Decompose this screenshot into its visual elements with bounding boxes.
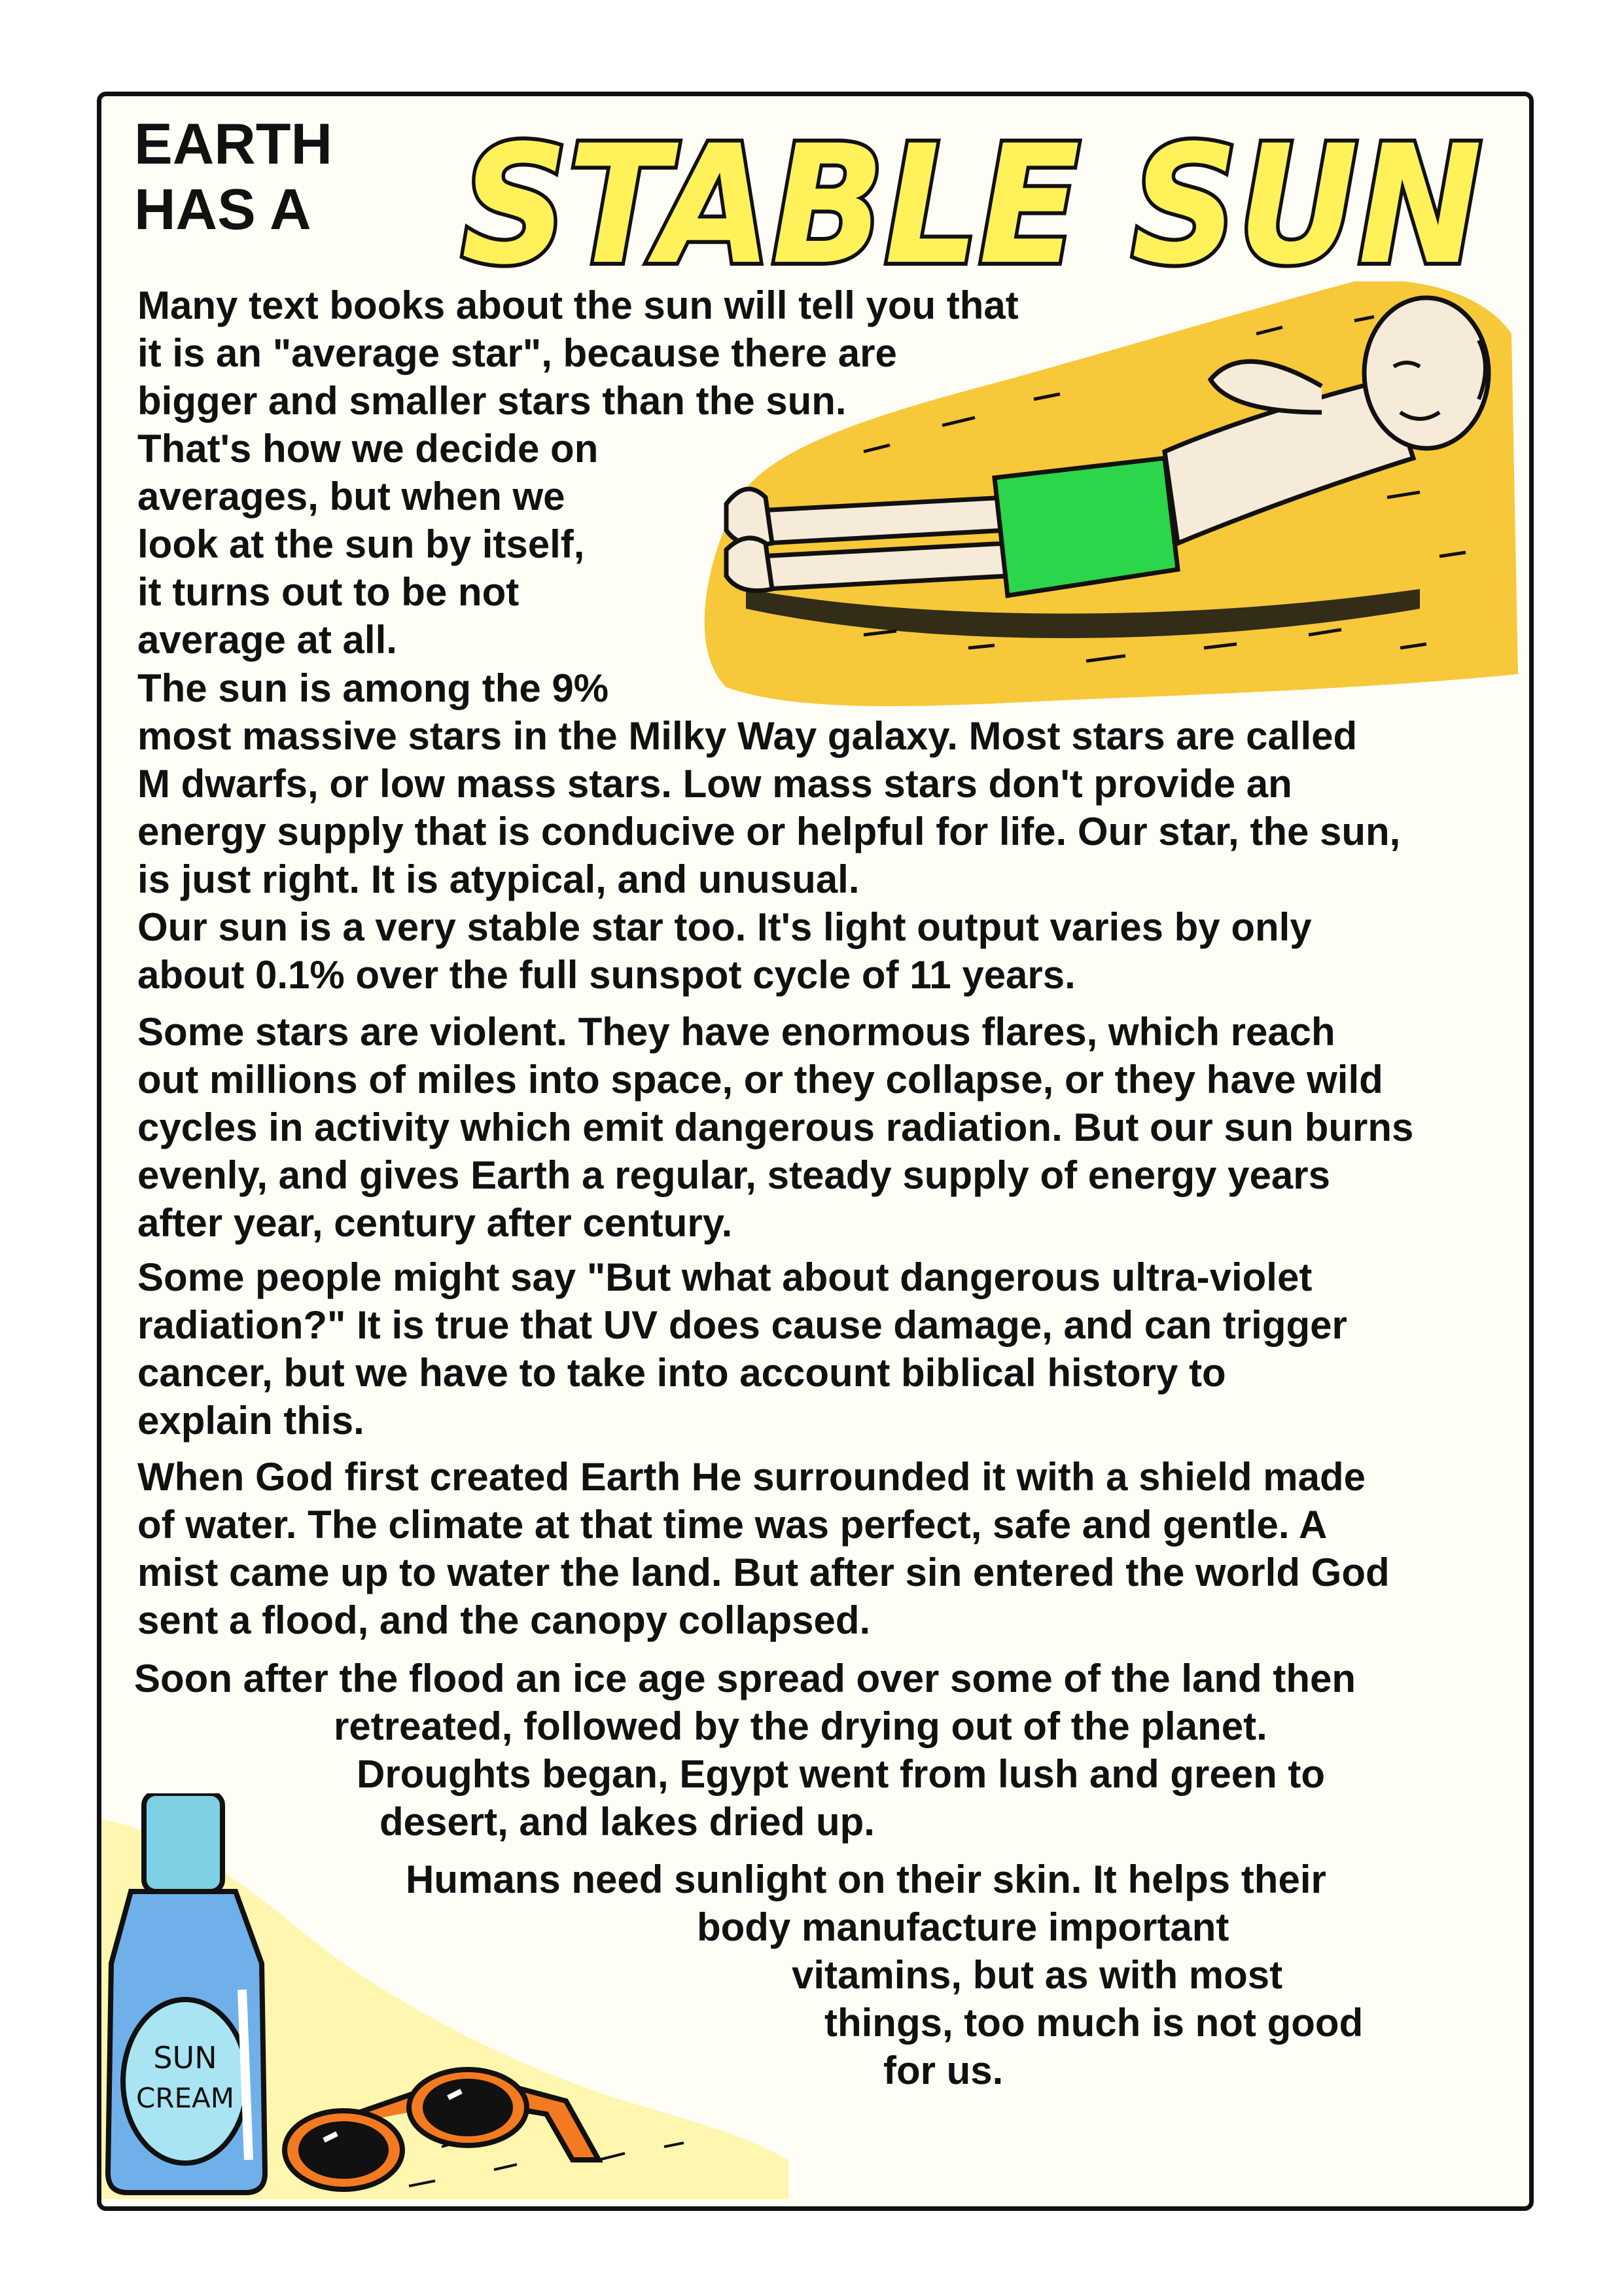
text-line: Many text books about the sun will tell you that xyxy=(137,283,1019,327)
text-line: Our sun is a very stable star too. It's light output varies by only xyxy=(137,905,1312,949)
text-line: evenly, and gives Earth a regular, steady supply of energy years xyxy=(137,1153,1330,1197)
text-line: is just right. It is atypical, and unusual. xyxy=(137,857,860,901)
title-stable-sun: STABLE SUN xyxy=(461,110,1482,300)
text-line: The sun is among the 9% xyxy=(137,666,609,710)
text-line: retreated, followed by the drying out of the planet. xyxy=(334,1704,1267,1748)
text-line: averages, but when we xyxy=(137,475,565,518)
text-line: mist came up to water the land. But after sin entered the world God xyxy=(137,1551,1390,1594)
paragraph-1 xyxy=(137,281,1019,664)
text-line: things, too much is not good xyxy=(824,2001,1364,2045)
text-line: body manufacture important xyxy=(697,1905,1229,1949)
text-line: Soon after the flood an ice age spread over some of the land then xyxy=(134,1657,1356,1700)
text-line: That's how we decide on xyxy=(137,427,599,471)
paragraph-5 xyxy=(137,1453,1390,1644)
text-line: energy supply that is conducive or helpful for life. Our star, the sun, xyxy=(137,810,1401,853)
text-line: Droughts began, Egypt went from lush and green to xyxy=(357,1752,1326,1796)
text-line: vitamins, but as with most xyxy=(792,1953,1283,1997)
text-line: of water. The climate at that time was perfect, safe and gentle. A xyxy=(137,1503,1328,1547)
paragraph-6 xyxy=(134,1655,1356,1846)
text-line: for us. xyxy=(883,2049,1004,2092)
text-line: out millions of miles into space, or they collapse, or they have wild xyxy=(137,1058,1383,1102)
paragraph-7 xyxy=(406,1856,1363,2094)
paragraph-2 xyxy=(137,664,1400,999)
text-line: after year, century after century. xyxy=(137,1201,733,1245)
text-line: cycles in activity which emit dangerous radiation. But our sun burns xyxy=(137,1105,1414,1149)
green-shorts xyxy=(995,458,1178,596)
text-line: Some people might say "But what about dangerous ultra-violet xyxy=(137,1255,1313,1299)
text-line: average at all. xyxy=(137,618,397,662)
stable-sun-title-art xyxy=(419,95,1525,304)
heading-line-2: HAS A xyxy=(134,177,311,242)
text-line: it is an "average star", because there are xyxy=(137,331,897,375)
heading-line-1: EARTH xyxy=(134,111,333,176)
paragraph-4 xyxy=(137,1253,1347,1444)
text-line: When God first created Earth He surrounded it with a shield made xyxy=(137,1455,1366,1499)
sun-cream-label-line2: CREAM xyxy=(135,2082,235,2114)
text-line: Humans need sunlight on their skin. It helps their xyxy=(406,1857,1326,1901)
text-line: sent a flood, and the canopy collapsed. xyxy=(137,1598,871,1642)
text-line: about 0.1% over the full sunspot cycle of 11 years. xyxy=(137,953,1076,997)
text-line: Some stars are violent. They have enormous flares, which reach xyxy=(137,1010,1335,1054)
text-line: desert, and lakes dried up. xyxy=(380,1800,875,1844)
text-line: M dwarfs, or low mass stars. Low mass stars don't provide an xyxy=(137,762,1292,806)
text-line: bigger and smaller stars than the sun. xyxy=(137,379,847,423)
text-line: most massive stars in the Milky Way galaxy. Most stars are called xyxy=(137,714,1358,758)
text-line: cancer, but we have to take into account biblical history to xyxy=(137,1351,1226,1395)
sun-cream-label-line1: SUN xyxy=(153,2040,217,2075)
text-line: it turns out to be not xyxy=(137,570,520,614)
text-line: look at the sun by itself, xyxy=(137,522,585,566)
text-line: explain this. xyxy=(137,1399,364,1443)
page-heading xyxy=(134,111,332,242)
text-line: radiation?" It is true that UV does cause damage, and can trigger xyxy=(137,1303,1347,1347)
paragraph-3 xyxy=(137,1008,1413,1247)
